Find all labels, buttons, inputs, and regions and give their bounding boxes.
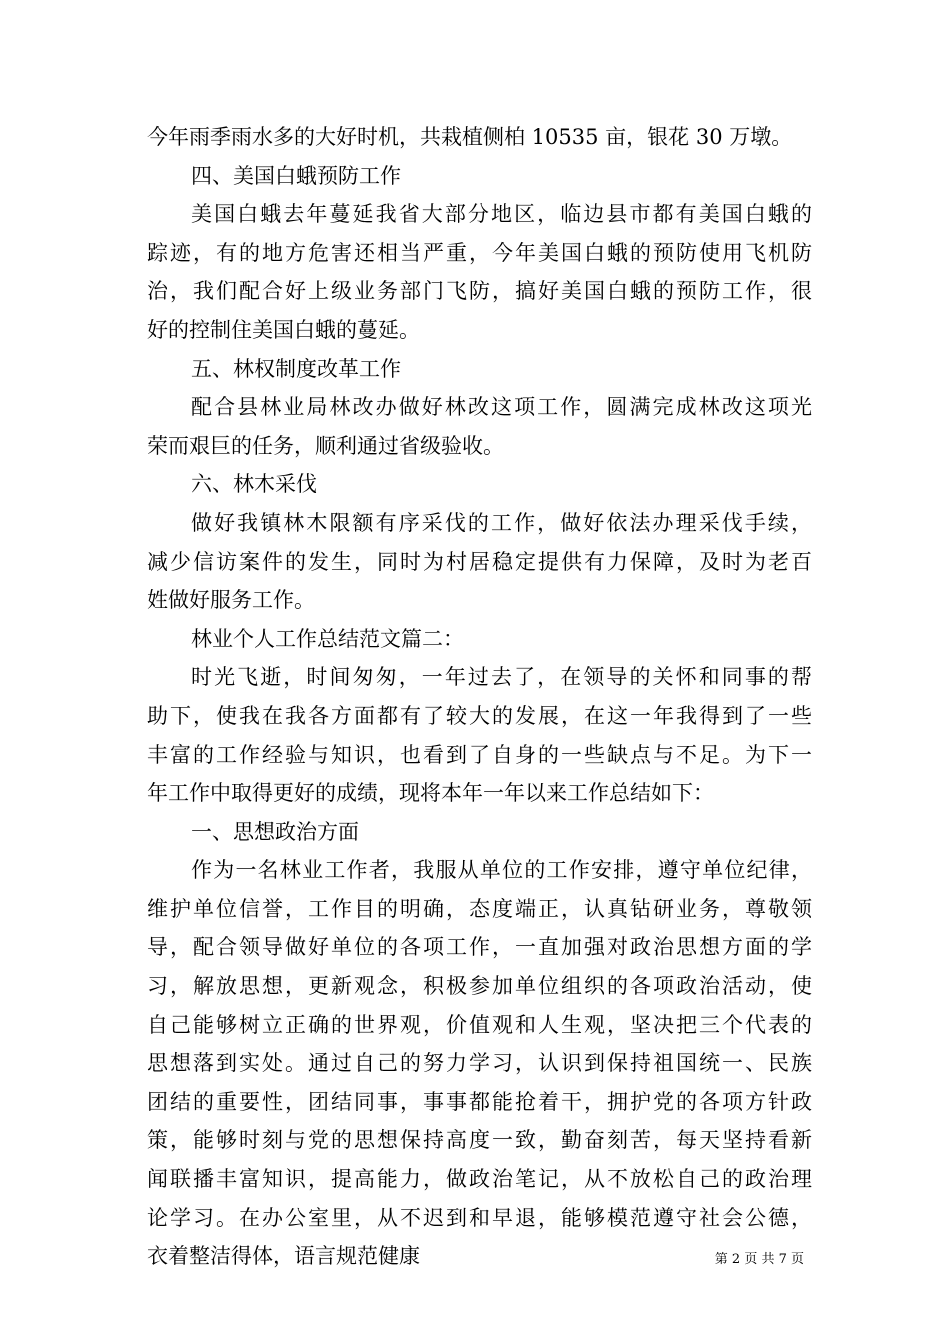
text-line: 闻联播丰富知识，提高能力，做政治笔记，从不放松自己的政治理 [147, 1167, 812, 1192]
text-line: 年工作中取得更好的成绩，现将本年一年以来工作总结如下： [147, 781, 714, 806]
text-line: 助下，使我在我各方面都有了较大的发展，在这一年我得到了一些 [147, 703, 812, 728]
text-line: 自己能够树立正确的世界观，价值观和人生观，坚决把三个代表的 [147, 1012, 812, 1037]
text-line: 踪迹，有的地方危害还相当严重，今年美国白蛾的预防使用飞机防 [147, 240, 812, 265]
text-line: 习，解放思想，更新观念，积极参加单位组织的各项政治活动，使 [147, 974, 812, 999]
text-line: 好的控制住美国白蛾的蔓延。 [147, 317, 420, 342]
text-line: 论学习。在办公室里，从不迟到和早退，能够模范遵守社会公德， [147, 1205, 812, 1230]
paragraph-start-line: 四、美国白蛾预防工作 [191, 163, 401, 188]
text-line: 今年雨季雨水多的大好时机，共栽植侧柏 10535 亩，银花 30 万墩。 [147, 125, 793, 149]
paragraph-start-line: 一、思想政治方面 [191, 819, 359, 844]
paragraph-start-line: 美国白蛾去年蔓延我省大部分地区，临边县市都有美国白蛾的 [191, 202, 812, 227]
paragraph-start-line: 时光飞逝，时间匆匆，一年过去了，在领导的关怀和同事的帮 [191, 665, 812, 690]
text-line: 衣着整洁得体，语言规范健康 [147, 1244, 420, 1269]
body-text [147, 118, 812, 1276]
text-line: 丰富的工作经验与知识，也看到了自身的一些缺点与不足。为下一 [147, 742, 812, 767]
paragraph-start-line: 六、林木采伐 [191, 472, 317, 497]
text-line: 荣而艰巨的任务，顺利通过省级验收。 [147, 433, 504, 458]
text-line: 减少信访案件的发生，同时为村居稳定提供有力保障，及时为老百 [147, 549, 812, 574]
text-line: 团结的重要性，团结同事，事事都能抢着干，拥护党的各项方针政 [147, 1089, 812, 1114]
text-line: 治，我们配合好上级业务部门飞防，搞好美国白蛾的预防工作，很 [147, 279, 812, 304]
text-line: 导，配合领导做好单位的各项工作，一直加强对政治思想方面的学 [147, 935, 812, 960]
paragraph-start-line: 作为一名林业工作者，我服从单位的工作安排，遵守单位纪律， [191, 858, 812, 883]
paragraph-start-line: 五、林权制度改革工作 [191, 356, 401, 381]
paragraph-start-line: 林业个人工作总结范文篇二： [191, 626, 464, 651]
text-line: 策，能够时刻与党的思想保持高度一致，勤奋刻苦，每天坚持看新 [147, 1128, 812, 1153]
paragraph-start-line: 配合县林业局林改办做好林改这项工作，圆满完成林改这项光 [191, 395, 812, 420]
text-line: 姓做好服务工作。 [147, 588, 315, 613]
text-line: 思想落到实处。通过自己的努力学习，认识到保持祖国统一、民族 [147, 1051, 812, 1076]
page-number: 第 2 页 共 7 页 [714, 1252, 804, 1267]
paragraph-start-line: 做好我镇林木限额有序采伐的工作，做好依法办理采伐手续， [191, 510, 812, 535]
text-line: 维护单位信誉，工作目的明确，态度端正，认真钻研业务，尊敬领 [147, 896, 812, 921]
